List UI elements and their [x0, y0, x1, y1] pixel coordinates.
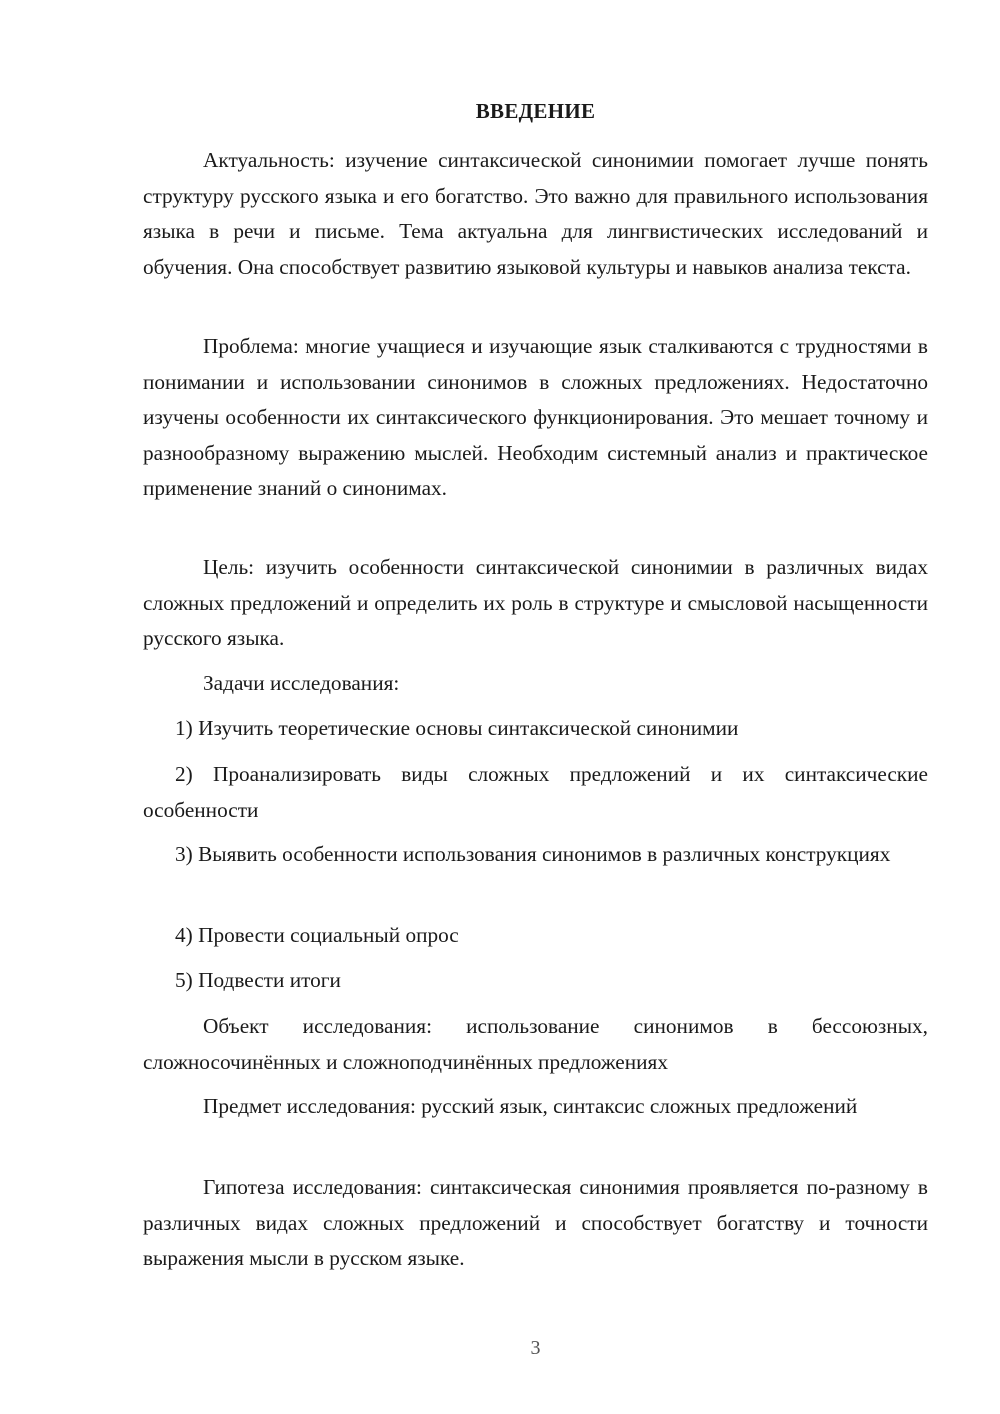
paragraph-object: Объект исследования: использование синонимов в бессоюзных, сложносочинённых и сложноподчинённых предложениях [143, 1014, 928, 1074]
task-item-2: 2) Проанализировать виды сложных предложений и их синтаксические особенности [143, 762, 928, 822]
task-item-1: 1) Изучить теоретические основы синтаксической синонимии [175, 716, 739, 740]
page-title: ВВЕДЕНИЕ [475, 99, 596, 123]
paragraph-hypothesis: Гипотеза исследования: синтаксическая синонимия проявляется по-разному в различных видах сложных предложений и способствует богатству и точности выражения мысли в русском языке. [143, 1175, 928, 1270]
task-item-3: 3) Выявить особенности использования синонимов в различных конструкциях [175, 842, 891, 866]
tasks-heading: Задачи исследования: [203, 671, 400, 695]
page-number: 3 [530, 1337, 541, 1359]
paragraph-problem: Проблема: многие учащиеся и изучающие язык сталкиваются с трудностями в понимании и использовании синонимов в сложных предложениях. Недостаточно изучены особенности их синтаксического функционирования. Это мешает точному и разнообразному выражению мыслей. Необходим системный анализ и практическое применение знаний о синонимах. [143, 334, 928, 500]
paragraph-relevance: Актуальность: изучение синтаксической синонимии помогает лучше понять структуру русского языка и его богатство. Это важно для правильного использования языка в речи и письме. Тема актуальна для лингвистических исследований и обучения. Она способствует развитию языковой культуры и навыков анализа текста. [143, 148, 928, 279]
paragraph-subject: Предмет исследования: русский язык, синтаксис сложных предложений [203, 1094, 858, 1118]
document-page [143, 0, 928, 1414]
paragraph-goal: Цель: изучить особенности синтаксической синонимии в различных видах сложных предложений и определить их роль в структуре и смысловой насыщенности русского языка. [143, 555, 928, 650]
task-item-4: 4) Провести социальный опрос [175, 923, 459, 947]
task-item-5: 5) Подвести итоги [175, 968, 341, 992]
